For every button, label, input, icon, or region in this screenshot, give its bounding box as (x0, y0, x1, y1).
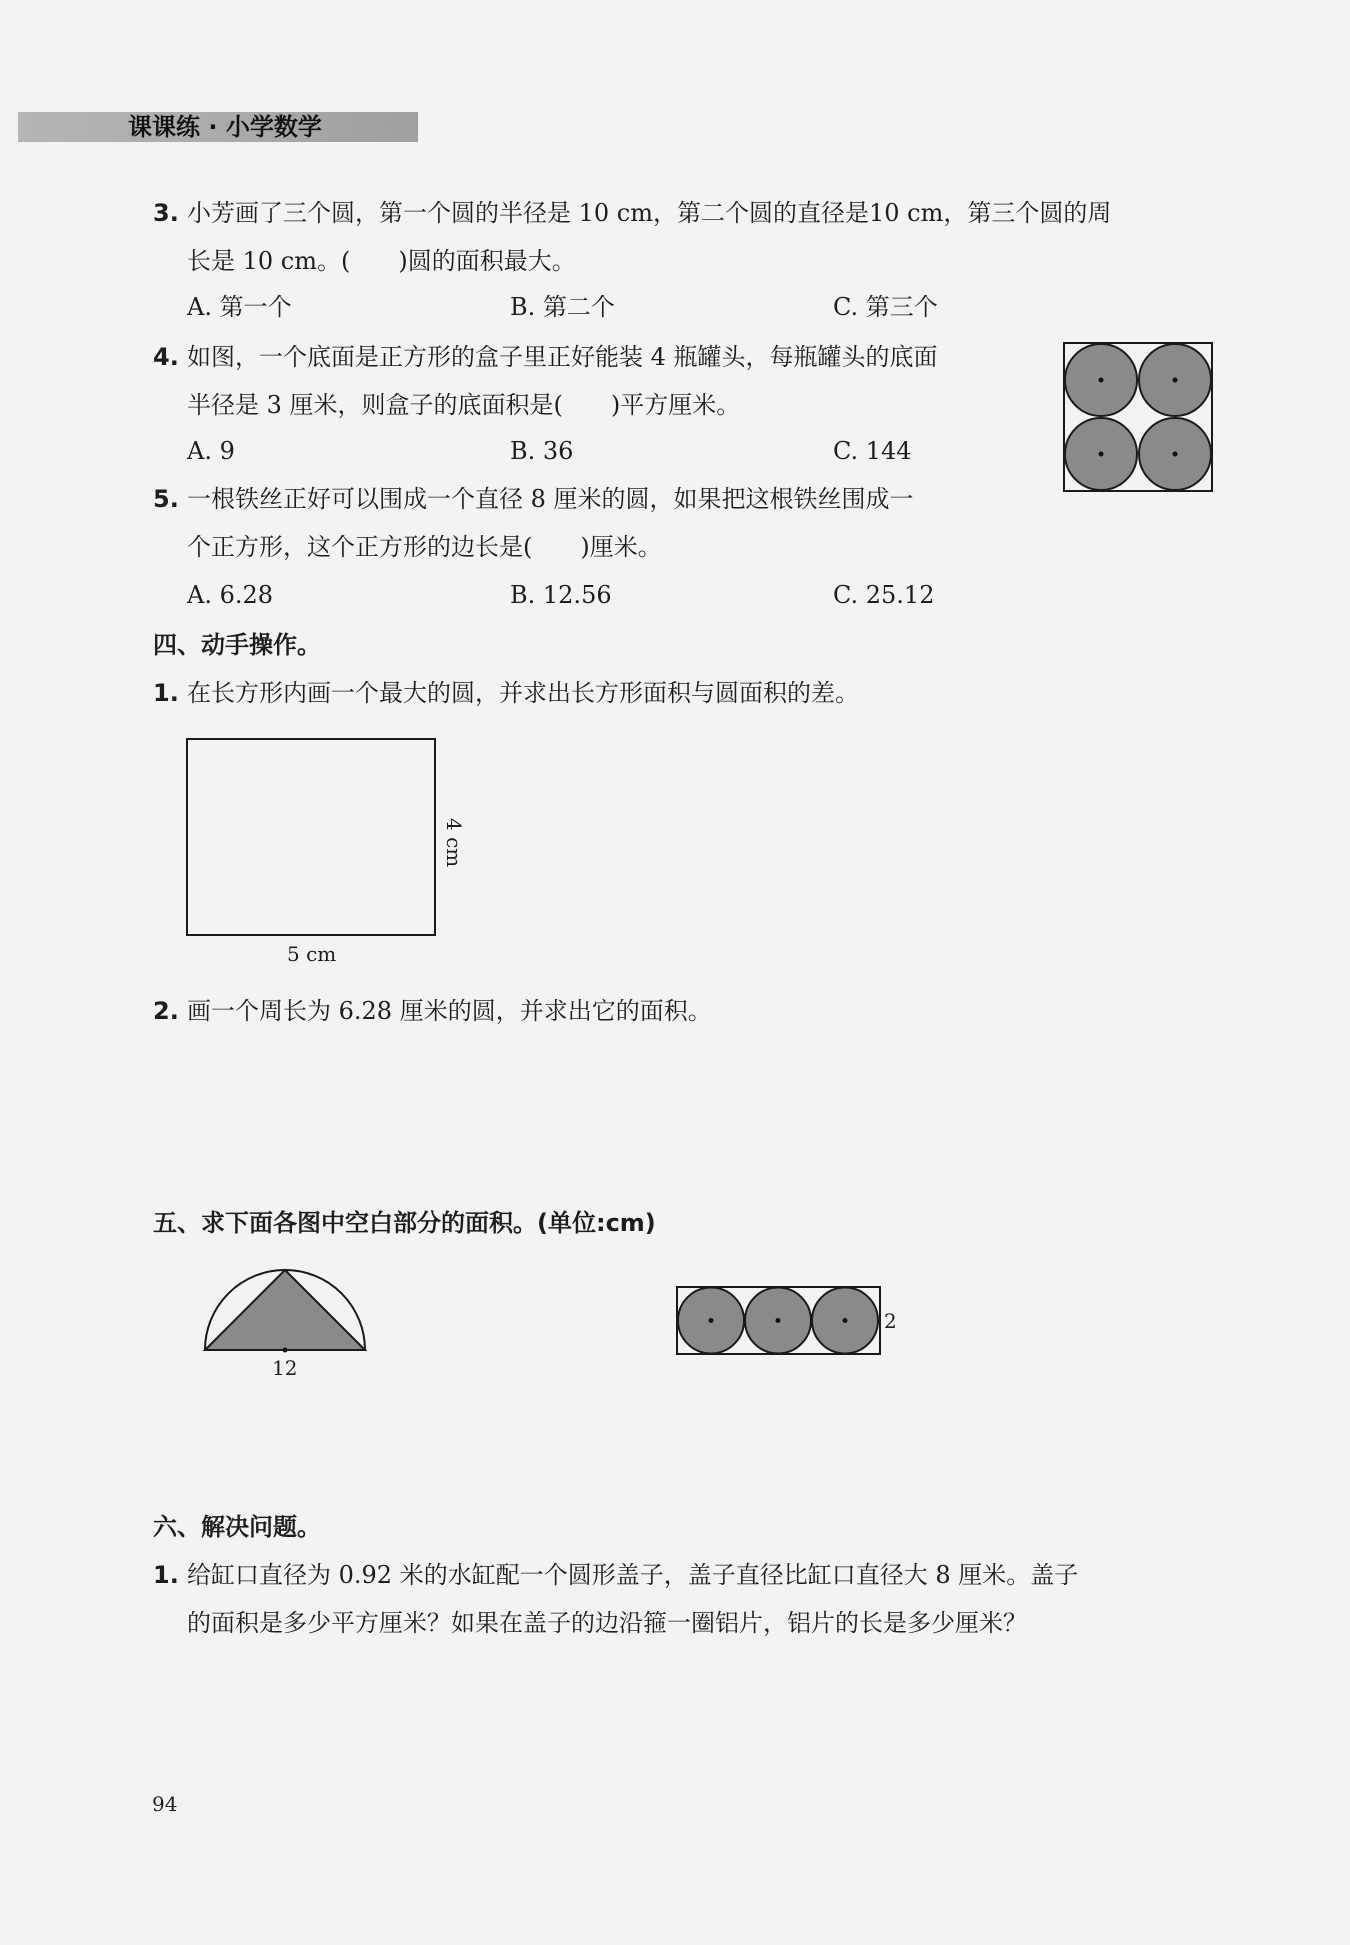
q5-number: 5. (153, 485, 179, 513)
center-dot (843, 1318, 848, 1323)
q5-option-a: A. 6.28 (187, 581, 274, 609)
q4-option-b: B. 36 (510, 437, 574, 465)
header-title: 课课练 · 小学数学 (128, 113, 322, 141)
center-dot (776, 1318, 781, 1323)
center-dot (283, 1348, 288, 1353)
rect-height-label: 4 cm (442, 818, 466, 868)
section5-title: 五、求下面各图中空白部分的面积。(单位:cm) (153, 1209, 656, 1237)
s4-p2-number: 2. (153, 997, 179, 1025)
section4-title: 四、动手操作。 (153, 631, 321, 659)
q4-box-figure (1063, 342, 1213, 492)
q5-option-c: C. 25.12 (833, 581, 935, 609)
fig1-diameter-label: 12 (272, 1356, 298, 1380)
q3-option-c: C. 第三个 (833, 293, 938, 321)
rect-width-label: 5 cm (287, 942, 337, 966)
three-circles-figure (676, 1286, 882, 1356)
q4-number: 4. (153, 343, 179, 371)
q5-text-line2: 个正方形，这个正方形的边长是( )厘米。 (187, 533, 662, 561)
section6-title: 六、解决问题。 (153, 1513, 321, 1541)
s4-p2-text: 画一个周长为 6.28 厘米的圆，并求出它的面积。 (187, 997, 712, 1025)
q3-number: 3. (153, 199, 179, 227)
q4-option-c: C. 144 (833, 437, 912, 465)
rectangle-figure (186, 738, 438, 938)
center-dot (1173, 452, 1178, 457)
q4-text-line1: 如图，一个底面是正方形的盒子里正好能装 4 瓶罐头，每瓶罐头的底面 (187, 343, 938, 371)
q3-option-b: B. 第二个 (510, 293, 615, 321)
q4-text-line2: 半径是 3 厘米，则盒子的底面积是( )平方厘米。 (187, 391, 741, 419)
center-dot (709, 1318, 714, 1323)
s6-p1-number: 1. (153, 1561, 179, 1589)
q5-text-line1: 一根铁丝正好可以围成一个直径 8 厘米的圆，如果把这根铁丝围成一 (187, 485, 914, 513)
s4-p1-text: 在长方形内画一个最大的圆，并求出长方形面积与圆面积的差。 (187, 679, 859, 707)
q4-option-a: A. 9 (187, 437, 235, 465)
semicircle-figure (203, 1268, 369, 1356)
center-dot (1173, 378, 1178, 383)
center-dot (1099, 452, 1104, 457)
s6-p1-text-line1: 给缸口直径为 0.92 米的水缸配一个圆形盖子，盖子直径比缸口直径大 8 厘米。盖子 (187, 1561, 1079, 1589)
q3-option-a: A. 第一个 (187, 293, 292, 321)
q3-text-line1: 小芳画了三个圆，第一个圆的半径是 10 cm，第二个圆的直径是10 cm，第三个圆的周 (187, 199, 1112, 227)
q3-text-line2: 长是 10 cm。( )圆的面积最大。 (187, 247, 576, 275)
center-dot (1099, 378, 1104, 383)
rectangle-outline (187, 739, 435, 935)
fig2-height-label: 2 (884, 1309, 897, 1333)
s6-p1-text-line2: 的面积是多少平方厘米？如果在盖子的边沿箍一圈铝片，铝片的长是多少厘米？ (187, 1609, 1027, 1637)
q5-option-b: B. 12.56 (510, 581, 612, 609)
page-number: 94 (152, 1792, 178, 1816)
s4-p1-number: 1. (153, 679, 179, 707)
